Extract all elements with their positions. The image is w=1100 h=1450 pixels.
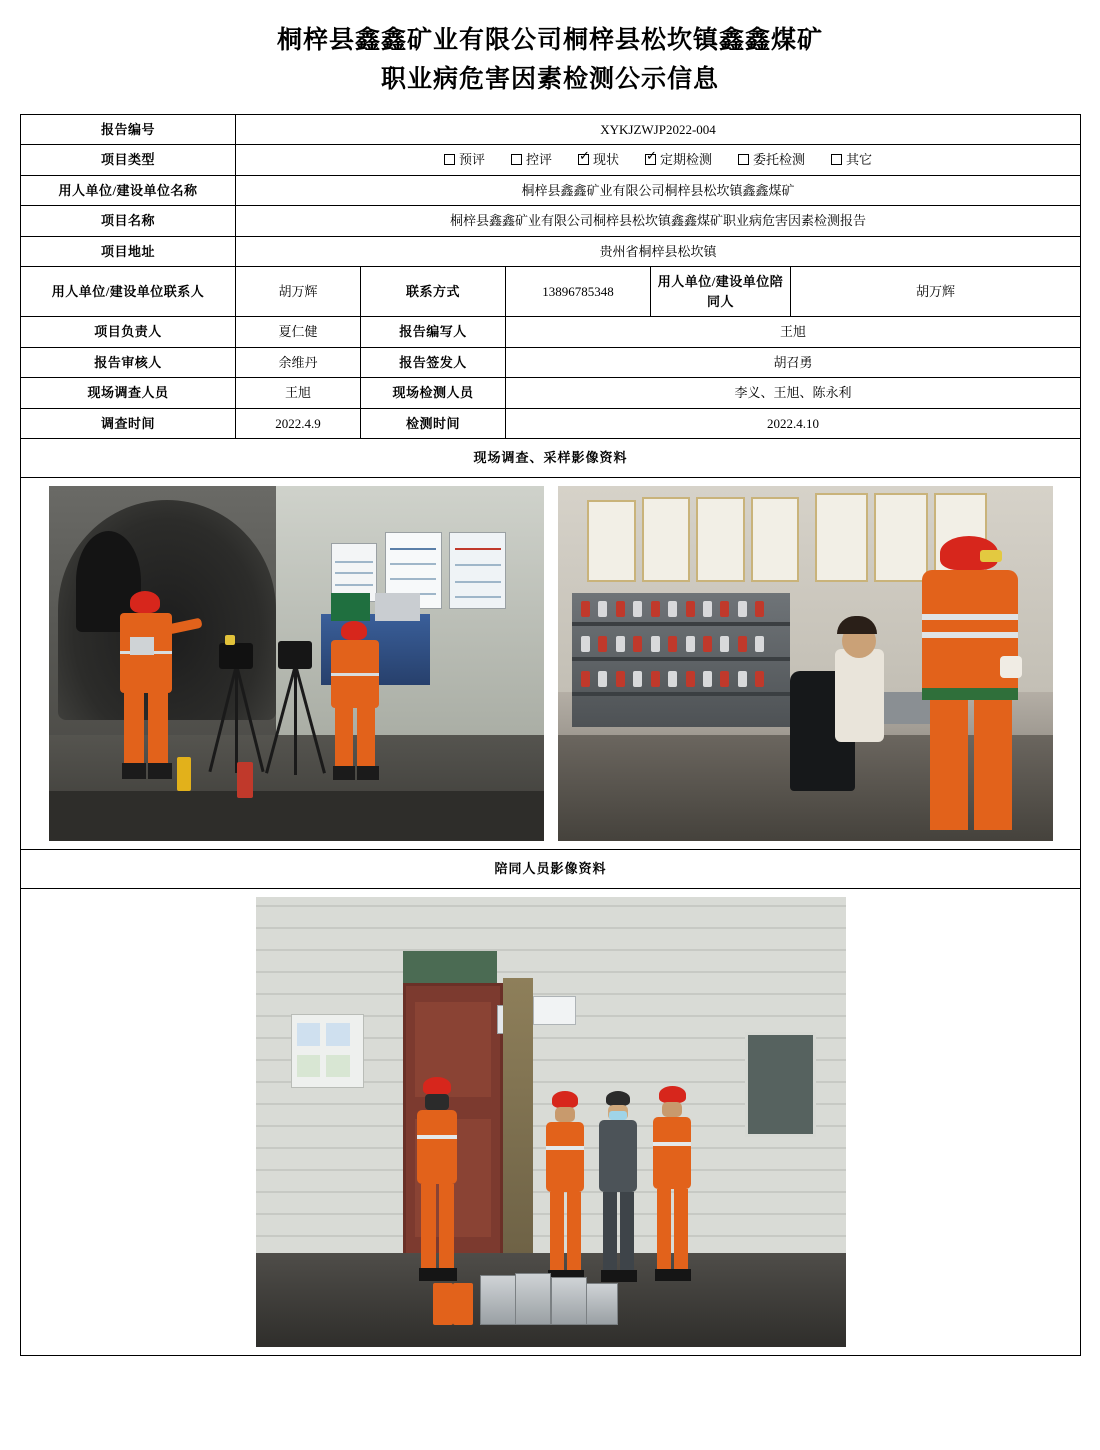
checkbox-option-qita[interactable] (831, 150, 872, 170)
checkbox-option-yuping[interactable] (444, 150, 485, 170)
project-name-value: 桐梓县鑫鑫矿业有限公司桐梓县松坎镇鑫鑫煤矿职业病危害因素检测报告 (236, 206, 1081, 237)
report-no-label: 报告编号 (21, 114, 236, 145)
project-address-label: 项目地址 (21, 236, 236, 267)
table-row (21, 175, 1081, 206)
phone-value: 13896785348 (506, 267, 651, 317)
report-no-value: XYKJZWJP2022-004 (236, 114, 1081, 145)
principal-label: 项目负责人 (21, 317, 236, 348)
employer-label: 用人单位/建设单位名称 (21, 175, 236, 206)
table-row (21, 408, 1081, 439)
checkbox-icon[interactable] (511, 154, 522, 165)
checkbox-option-dingqijiance[interactable] (645, 150, 712, 170)
table-row (21, 439, 1081, 478)
section-header-survey-photos: 现场调查、采样影像资料 (21, 439, 1081, 478)
info-table (20, 114, 1081, 1357)
table-row (21, 889, 1081, 1356)
project-address-value: 贵州省桐梓县松坎镇 (236, 236, 1081, 267)
checkbox-icon[interactable] (831, 154, 842, 165)
reviewer-label: 报告审核人 (21, 347, 236, 378)
checkbox-icon[interactable] (738, 154, 749, 165)
photo-escort-group (256, 897, 846, 1347)
writer-label: 报告编写人 (361, 317, 506, 348)
checkbox-label: 控评 (525, 152, 552, 167)
table-row (21, 378, 1081, 409)
project-type-options (236, 145, 1081, 176)
escort-value: 胡万辉 (791, 267, 1081, 317)
survey-date-label: 调查时间 (21, 408, 236, 439)
table-row (21, 114, 1081, 145)
table-row (21, 347, 1081, 378)
page-title (20, 22, 1080, 100)
photo-survey-tunnel (49, 486, 544, 841)
checkbox-option-xianzhuang[interactable] (578, 150, 619, 170)
title-line-1: 桐梓县鑫鑫矿业有限公司桐梓县松坎镇鑫鑫煤矿 (276, 27, 823, 54)
checkbox-label: 现状 (593, 152, 620, 167)
surveyor-label: 现场调查人员 (21, 378, 236, 409)
principal-value: 夏仁健 (236, 317, 361, 348)
checkbox-label: 其它 (846, 152, 873, 167)
survey-date-value: 2022.4.9 (236, 408, 361, 439)
contact-value: 胡万辉 (236, 267, 361, 317)
checkbox-icon[interactable] (444, 154, 455, 165)
section-header-escort-photos: 陪同人员影像资料 (21, 850, 1081, 889)
table-row (21, 267, 1081, 317)
checkbox-label: 委托检测 (753, 152, 806, 167)
contact-label: 用人单位/建设单位联系人 (21, 267, 236, 317)
checkbox-label: 定期检测 (660, 152, 713, 167)
project-type-label: 项目类型 (21, 145, 236, 176)
checkbox-label: 预评 (458, 152, 485, 167)
table-row (21, 850, 1081, 889)
table-row (21, 206, 1081, 237)
test-date-label: 检测时间 (361, 408, 506, 439)
employer-value: 桐梓县鑫鑫矿业有限公司桐梓县松坎镇鑫鑫煤矿 (236, 175, 1081, 206)
surveyor-value: 王旭 (236, 378, 361, 409)
photo-survey-lamp-room (558, 486, 1053, 841)
survey-photos-cell (21, 478, 1081, 850)
checkbox-option-weituojiance[interactable] (738, 150, 805, 170)
test-date-value: 2022.4.10 (506, 408, 1081, 439)
tester-value: 李义、王旭、陈永利 (506, 378, 1081, 409)
escort-photos-cell (21, 889, 1081, 1356)
checkbox-option-kongping[interactable] (511, 150, 552, 170)
phone-label: 联系方式 (361, 267, 506, 317)
issuer-value: 胡召勇 (506, 347, 1081, 378)
table-row (21, 145, 1081, 176)
table-row (21, 317, 1081, 348)
tester-label: 现场检测人员 (361, 378, 506, 409)
table-row (21, 478, 1081, 850)
project-name-label: 项目名称 (21, 206, 236, 237)
issuer-label: 报告签发人 (361, 347, 506, 378)
writer-value: 王旭 (506, 317, 1081, 348)
reviewer-value: 余维丹 (236, 347, 361, 378)
checkbox-checked-icon[interactable] (645, 154, 656, 165)
checkbox-checked-icon[interactable] (578, 154, 589, 165)
table-row (21, 236, 1081, 267)
escort-label: 用人单位/建设单位陪同人 (651, 267, 791, 317)
title-line-2: 职业病危害因素检测公示信息 (380, 65, 719, 93)
